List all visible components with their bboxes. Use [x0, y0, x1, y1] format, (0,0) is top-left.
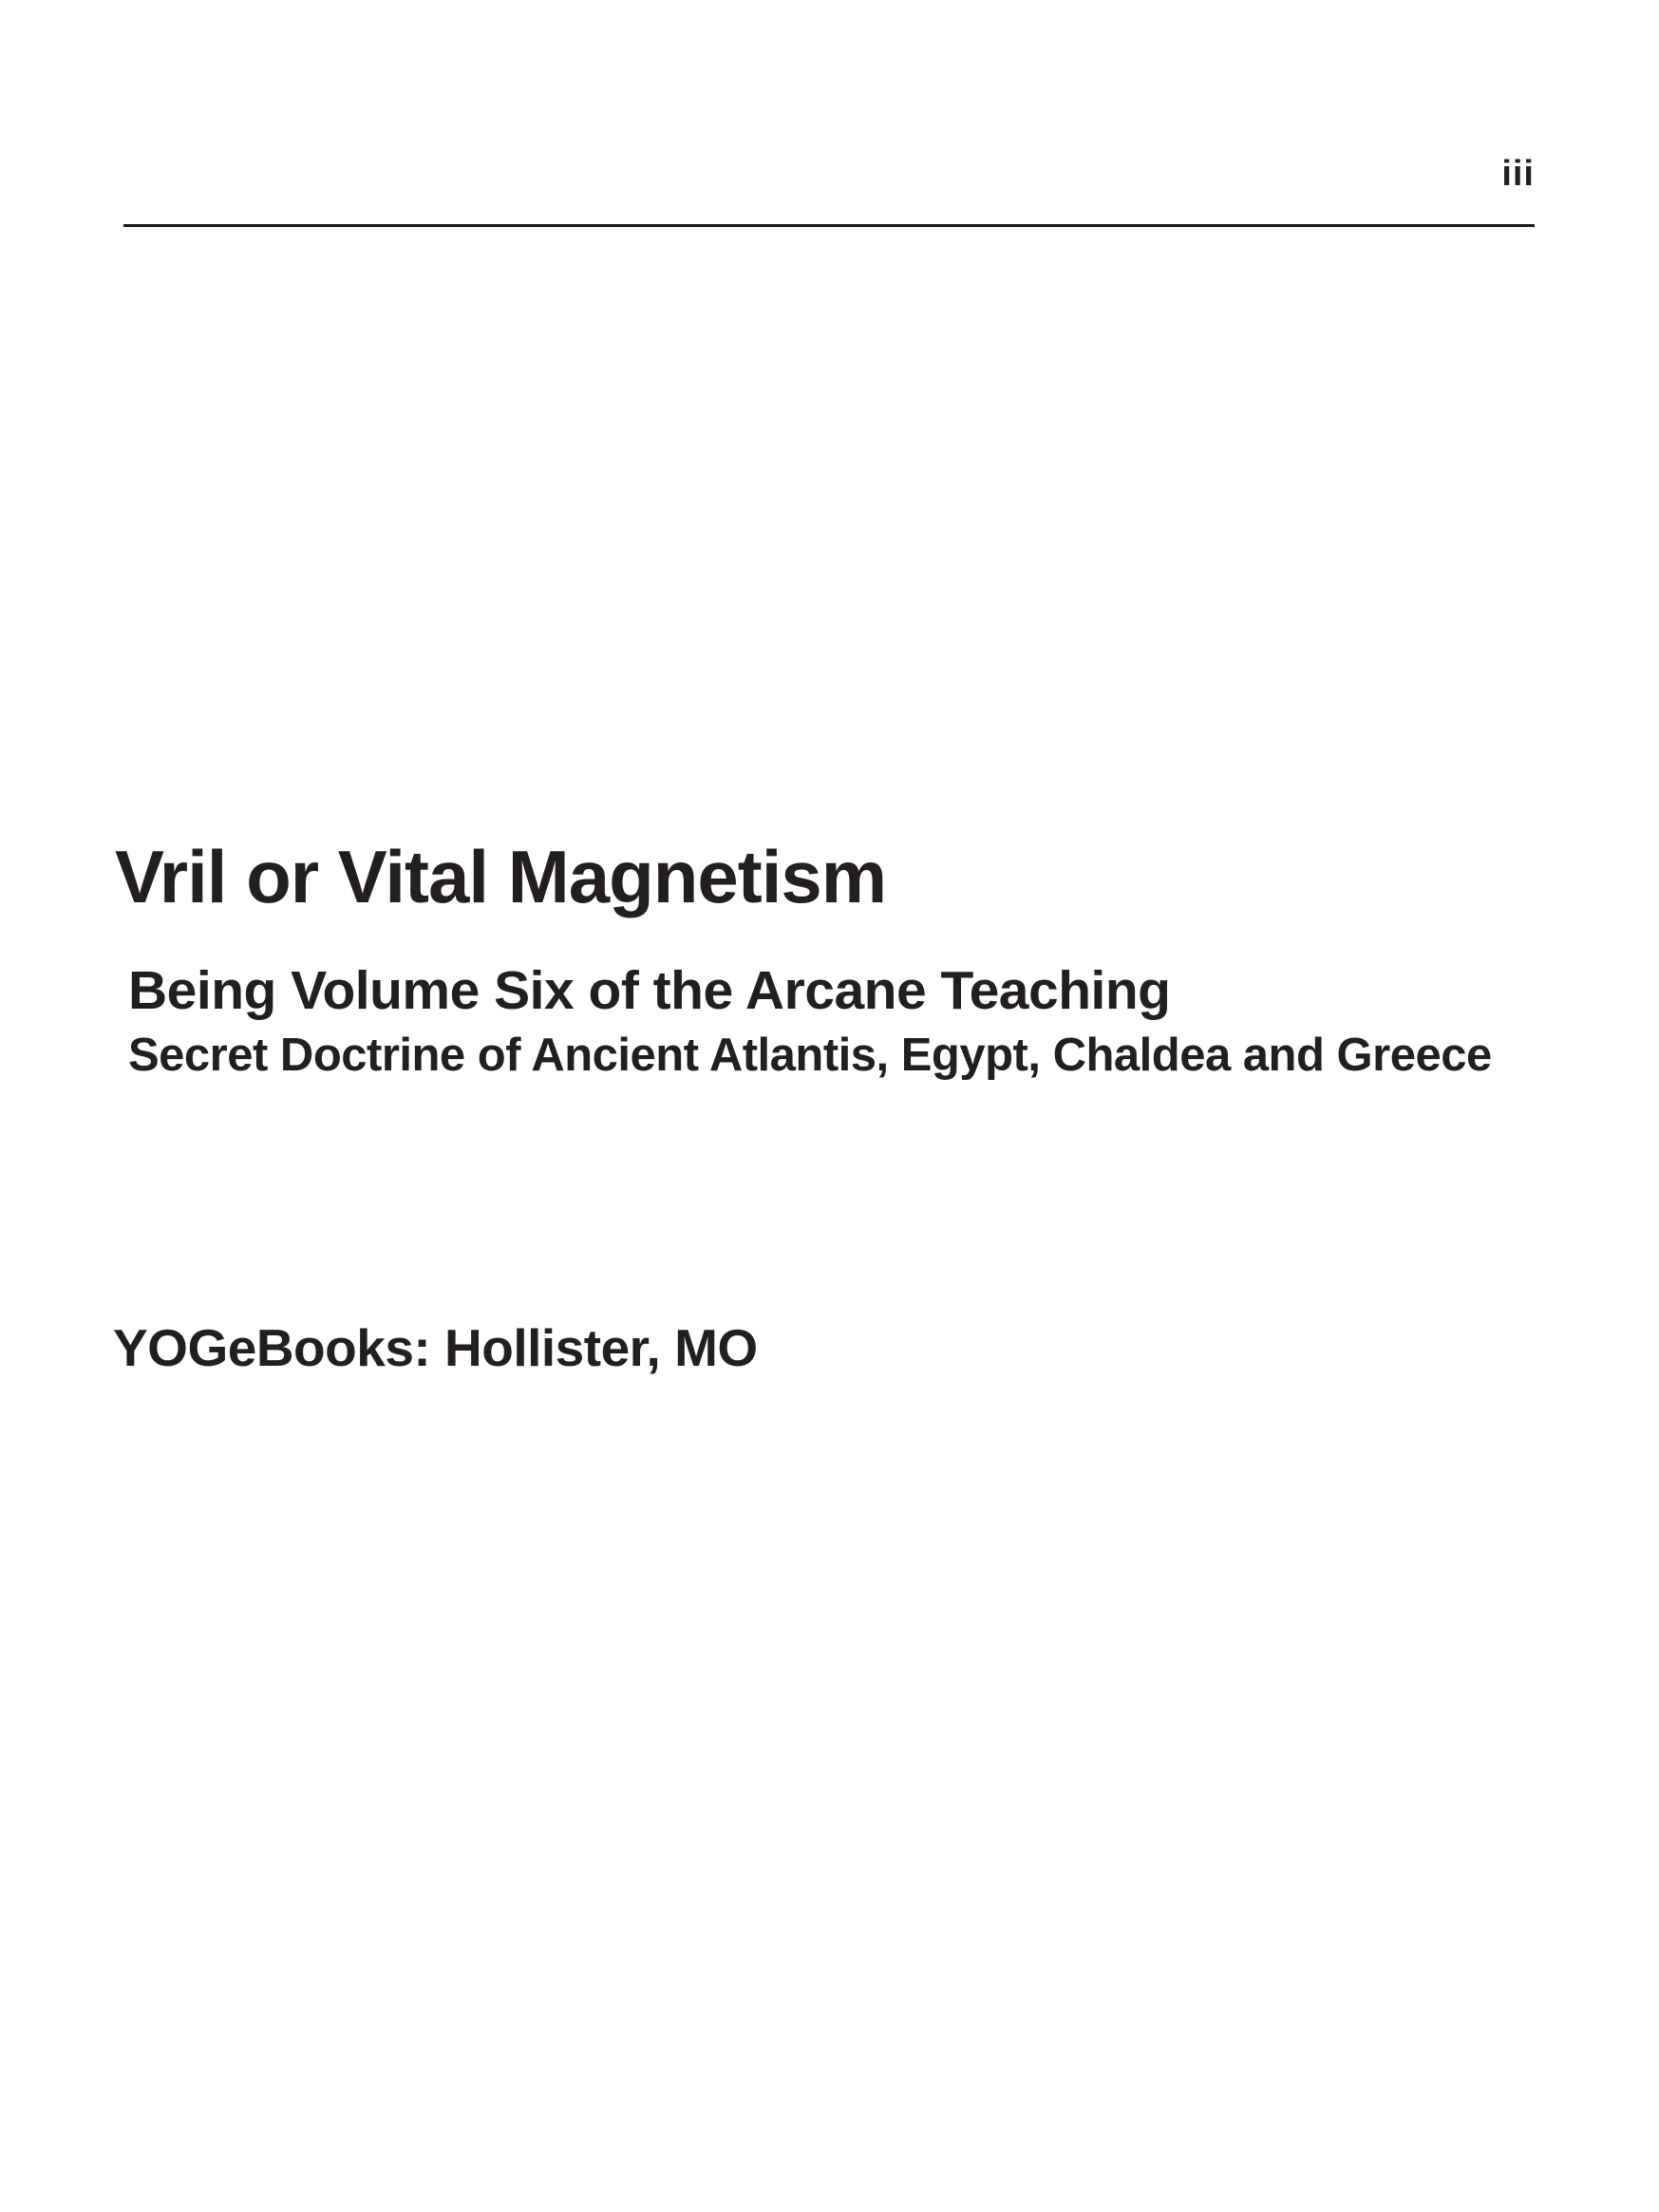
- subtitle-line-2: Secret Doctrine of Ancient Atlantis, Egypt, Chaldea and Greece: [128, 1030, 1492, 1081]
- subtitle-line-1: Being Volume Six of the Arcane Teaching: [128, 960, 1171, 1022]
- header-rule: [123, 224, 1535, 227]
- book-title: Vril or Vital Magnetism: [115, 835, 887, 919]
- publisher-line: YOGeBooks: Hollister, MO: [113, 1318, 758, 1377]
- page-number: iii: [1501, 154, 1535, 194]
